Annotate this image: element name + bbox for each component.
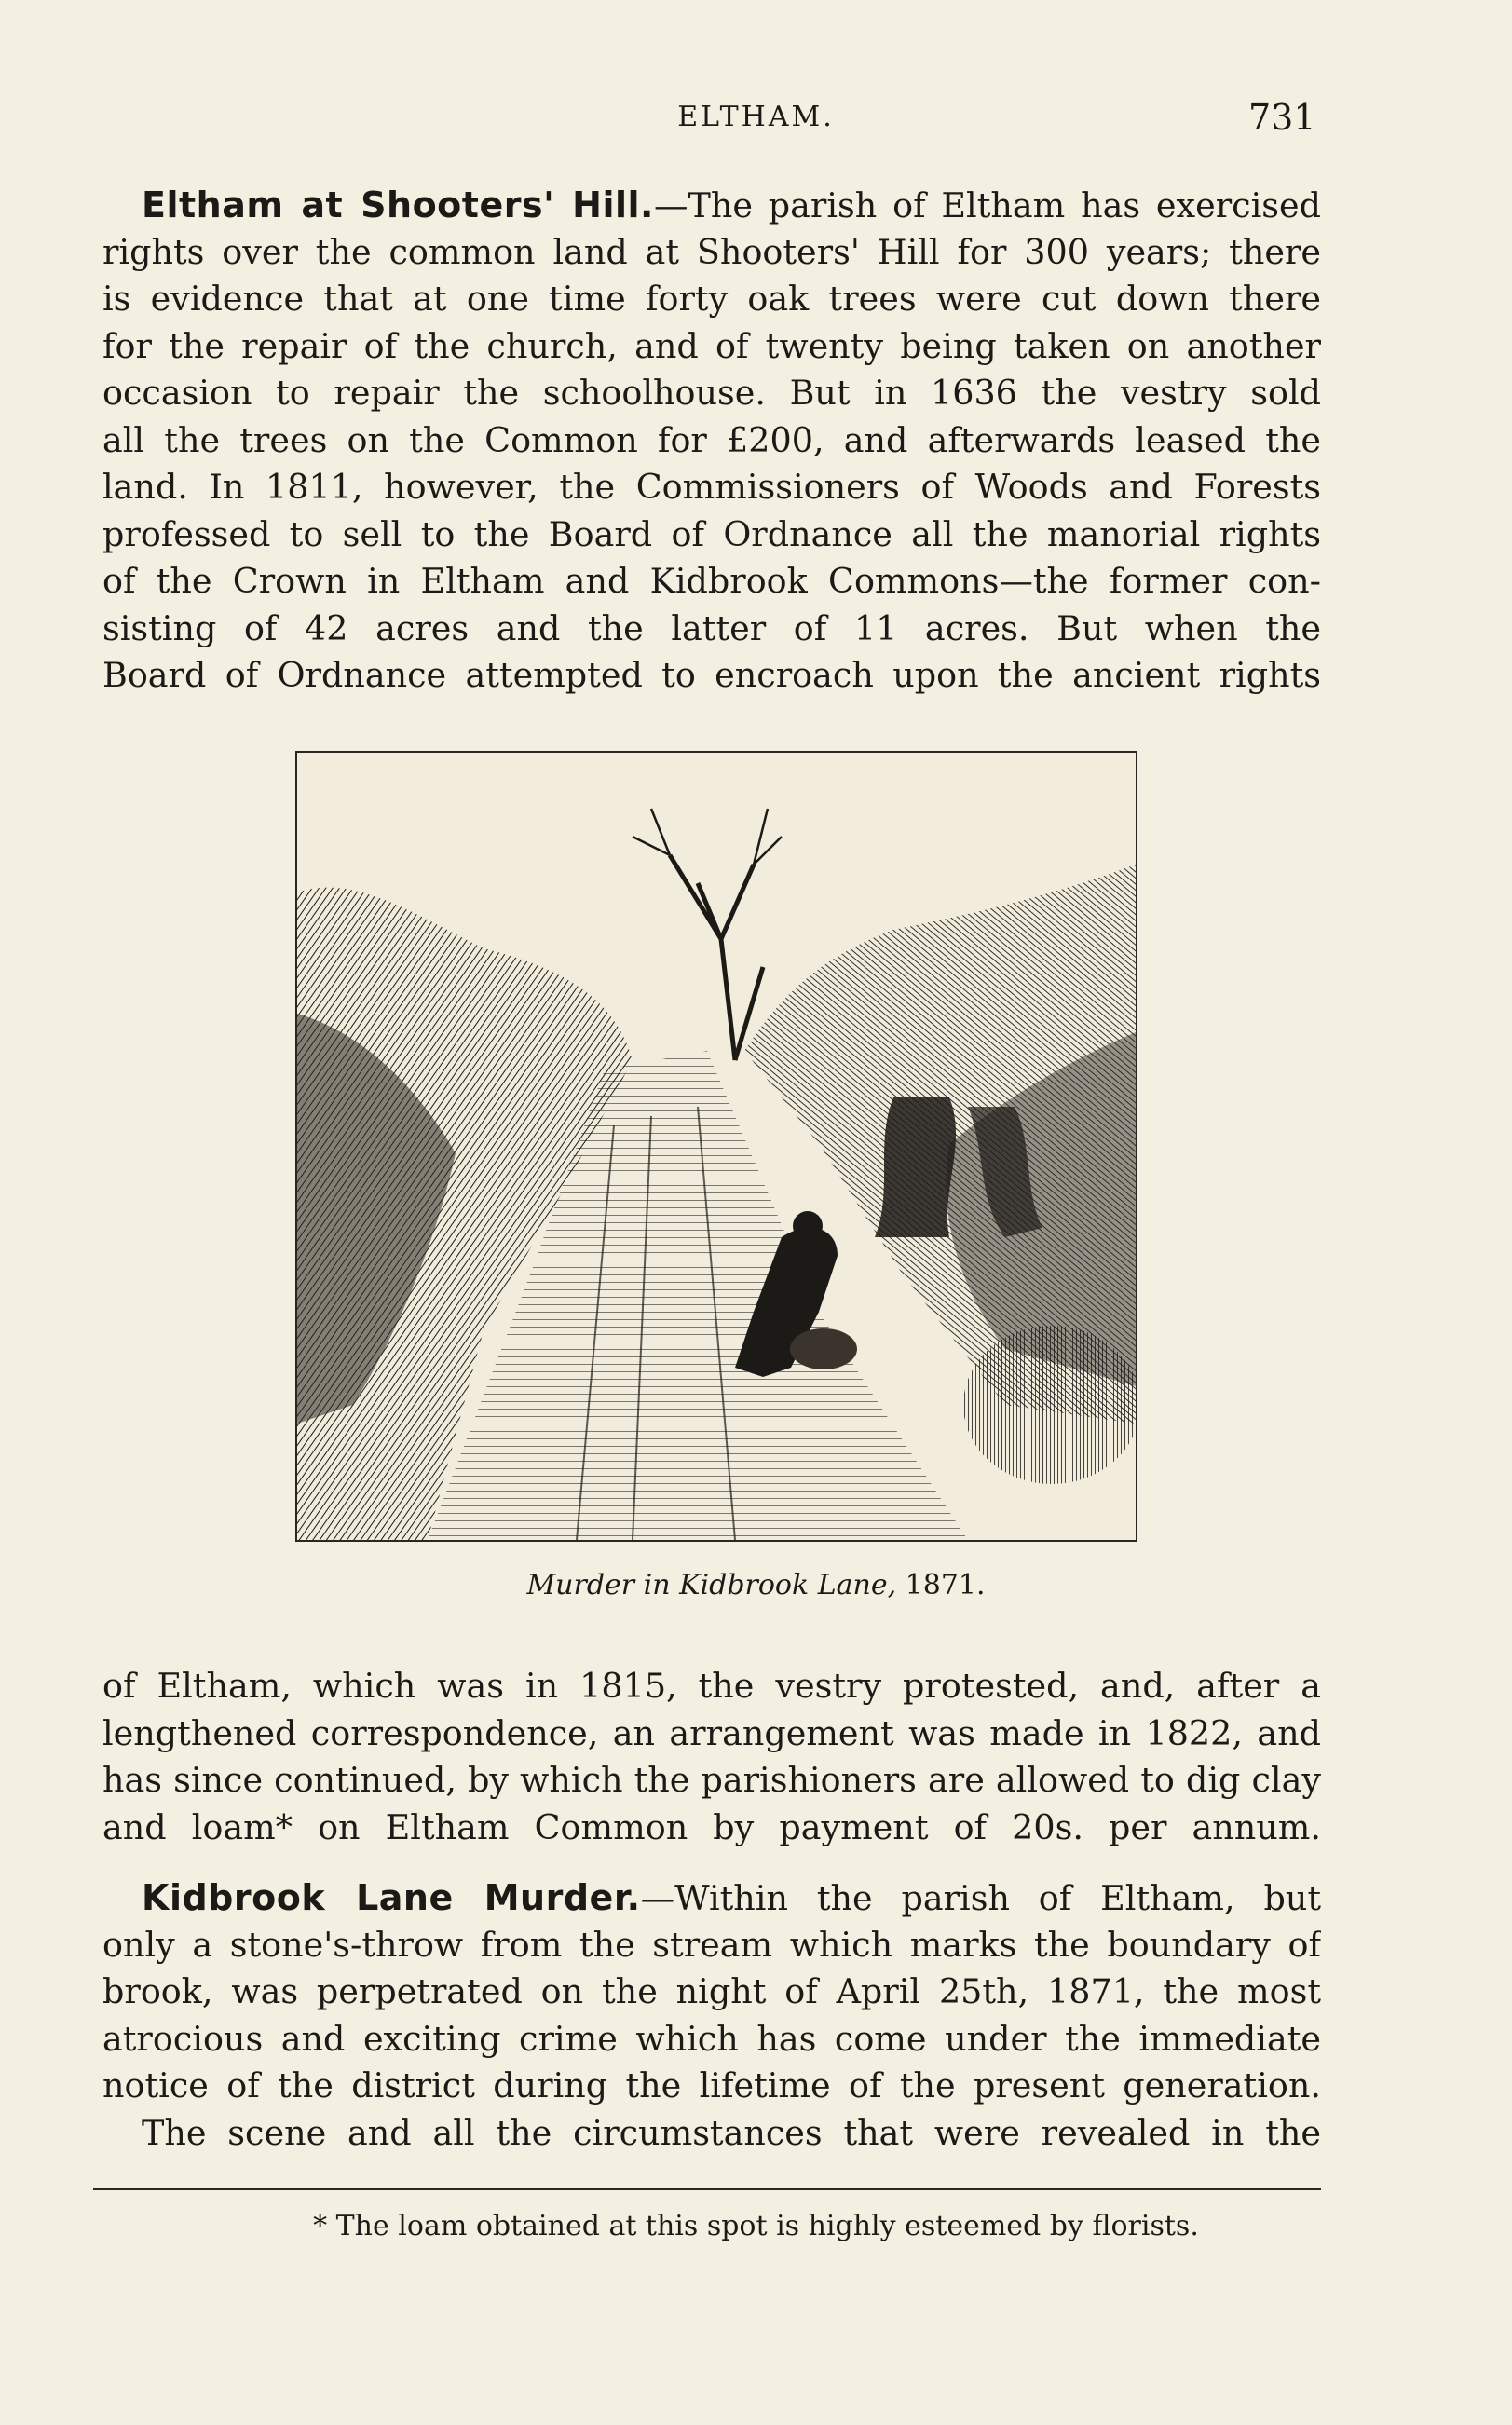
text-line: sisting of 42 acres and the latter of 11 acres. But when the bbox=[102, 607, 1321, 648]
text-line: rights over the common land at Shooters' Hill for 300 years; there bbox=[102, 231, 1321, 272]
lane-scene-drawing bbox=[297, 753, 1136, 1540]
text-line: brook, was perpetrated on the night of April 25th, 1871, the most bbox=[102, 1971, 1321, 2011]
text-line: and loam* on Eltham Common by payment of 20s. per annum. bbox=[102, 1806, 1321, 1847]
text-line: for the repair of the church, and of twenty being taken on another bbox=[102, 325, 1321, 366]
text-line: is evidence that at one time forty oak trees were cut down there bbox=[102, 279, 1321, 319]
engraving-illustration bbox=[295, 751, 1137, 1542]
text-line: professed to sell to the Board of Ordnance all the manorial rights bbox=[102, 513, 1321, 554]
text-line: atrocious and exciting crime which has come under the immediate bbox=[102, 2018, 1321, 2059]
text-line: all the trees on the Common for £200, and afterwards leased the bbox=[102, 419, 1321, 460]
text-line: occasion to repair the schoolhouse. But in 1636 the vestry sold bbox=[102, 373, 1321, 413]
paragraph-shooters-hill bbox=[102, 182, 1321, 700]
text-line: The scene and all the circumstances that were revealed in the bbox=[142, 2113, 1321, 2153]
text-line: notice of the district during the lifetime of the present generation. bbox=[102, 2065, 1321, 2105]
running-header: ELTHAM. bbox=[677, 101, 835, 133]
text-line: Eltham at Shooters' Hill.—The parish of Eltham has exercised bbox=[142, 184, 1321, 225]
paragraph-shooters-hill-continued bbox=[102, 1663, 1321, 1851]
footnote-rule bbox=[93, 2188, 1321, 2190]
text-line: only a stone's-throw from the stream which marks the boundary of bbox=[102, 1924, 1321, 1965]
text-line: Kidbrook Lane Murder.—Within the parish of Eltham, but bbox=[142, 1877, 1321, 1918]
text-line: has since continued, by which the parishioners are allowed to dig clay bbox=[102, 1760, 1321, 1800]
text-line: of Eltham, which was in 1815, the vestry protested, and, after a bbox=[102, 1666, 1321, 1706]
paragraph-kidbrook-murder bbox=[102, 1874, 1321, 2110]
text-line: land. In 1811, however, the Commissioners of Woods and Forests bbox=[102, 467, 1321, 507]
text-line: Board of Ordnance attempted to encroach upon the ancient rights bbox=[102, 655, 1321, 695]
page-number: 731 bbox=[1248, 97, 1316, 138]
section-heading: Kidbrook Lane Murder. bbox=[142, 1877, 641, 1918]
section-heading: Eltham at Shooters' Hill. bbox=[142, 184, 654, 225]
figure-caption: Murder in Kidbrook Lane, 1871. bbox=[526, 1569, 986, 1601]
paragraph-scene bbox=[102, 2110, 1321, 2158]
text-line: of the Crown in Eltham and Kidbrook Commons—the former con- bbox=[102, 561, 1321, 601]
text-line: lengthened correspondence, an arrangement was made in 1822, and bbox=[102, 1712, 1321, 1753]
footnote: * The loam obtained at this spot is highly esteemed by florists. bbox=[313, 2210, 1199, 2242]
